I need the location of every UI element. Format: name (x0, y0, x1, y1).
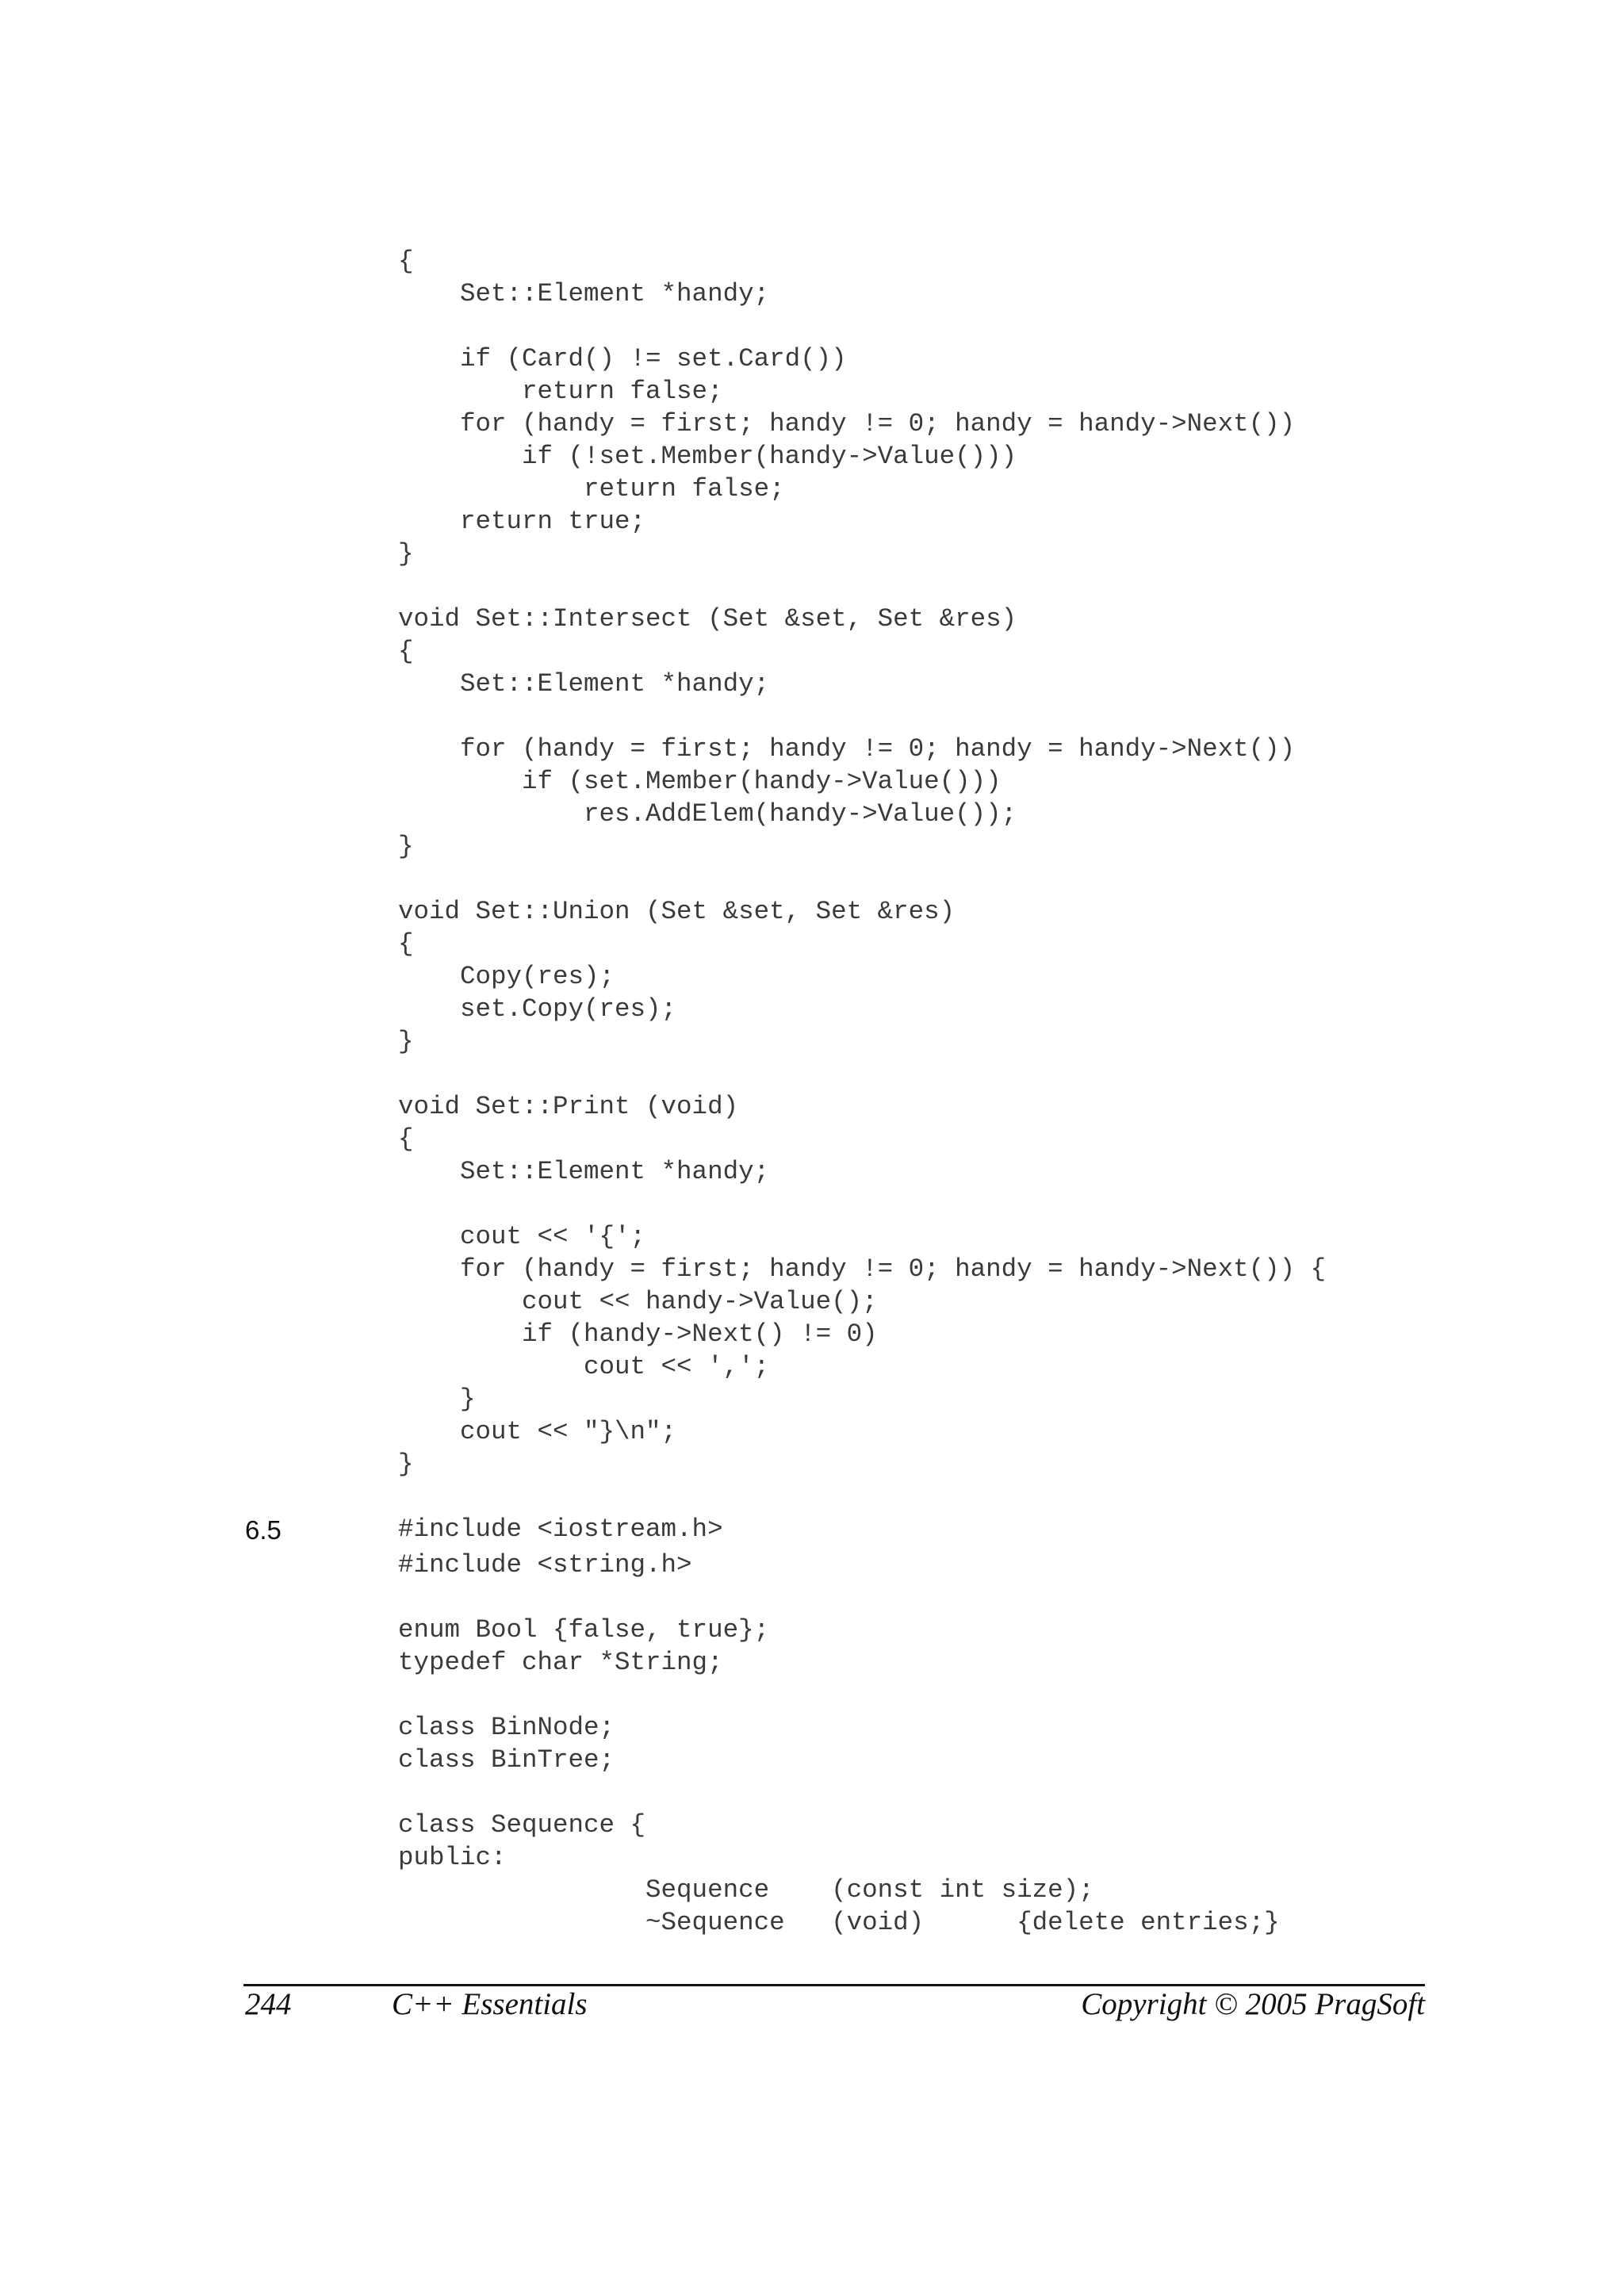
footer-book-title: C++ Essentials (392, 1987, 588, 2021)
code-line: if (set.Member(handy->Value())) (398, 767, 1002, 796)
code-line: cout << handy->Value(); (398, 1287, 878, 1316)
code-line: Copy(res); (398, 962, 615, 991)
code-line: #include <string.h> (398, 1550, 692, 1580)
code-line: enum Bool {false, true}; (398, 1615, 770, 1645)
code-line: class BinTree; (398, 1745, 615, 1775)
code-line: Sequence (const int size); (398, 1875, 1094, 1905)
code-line: Set::Element *handy; (398, 279, 770, 308)
code-line: if (!set.Member(handy->Value())) (398, 442, 1017, 471)
code-line: { (398, 247, 414, 276)
code-line: for (handy = first; handy != 0; handy = handy->Next()) (398, 409, 1296, 439)
code-line: set.Copy(res); (398, 994, 677, 1024)
code-line: return true; (398, 507, 646, 536)
code-line: return false; (398, 377, 723, 406)
code-line: cout << ','; (398, 1352, 770, 1381)
code-line: } (398, 539, 414, 569)
code-line: res.AddElem(handy->Value()); (398, 799, 1017, 829)
code-line: Set::Element *handy; (398, 669, 770, 699)
code-line: typedef char *String; (398, 1648, 723, 1677)
code-line: cout << '{'; (398, 1222, 646, 1251)
code-line: Set::Element *handy; (398, 1157, 770, 1186)
code-line: } (398, 1027, 414, 1056)
code-line: return false; (398, 474, 785, 504)
code-line: for (handy = first; handy != 0; handy = handy->Next()) (398, 734, 1296, 764)
code-line: } (398, 1450, 414, 1479)
code-line: ~Sequence (void) {delete entries;} (398, 1908, 1280, 1937)
code-line: cout << "}\n"; (398, 1417, 677, 1446)
code-line: } (398, 1384, 476, 1414)
footer-copyright: Copyright © 2005 PragSoft (1081, 1987, 1425, 2021)
footer-page-number: 244 (245, 1987, 292, 2021)
code-line: if (handy->Next() != 0) (398, 1319, 878, 1349)
code-line: { (398, 637, 414, 666)
code-line: for (handy = first; handy != 0; handy = handy->Next()) { (398, 1254, 1327, 1284)
code-line: class BinNode; (398, 1713, 615, 1742)
code-line: class Sequence { (398, 1810, 646, 1840)
code-line: } (398, 832, 414, 861)
code-line: #include <iostream.h> (398, 1515, 723, 1544)
code-line: void Set::Union (Set &set, Set &res) (398, 897, 956, 926)
code-line: void Set::Intersect (Set &set, Set &res) (398, 604, 1017, 634)
code-line: { (398, 1124, 414, 1154)
code-line: void Set::Print (void) (398, 1092, 739, 1121)
code-line: { (398, 929, 414, 959)
exercise-number-label: 6.5 (245, 1515, 282, 1545)
code-line: public: (398, 1843, 507, 1872)
code-line: if (Card() != set.Card()) (398, 344, 847, 373)
